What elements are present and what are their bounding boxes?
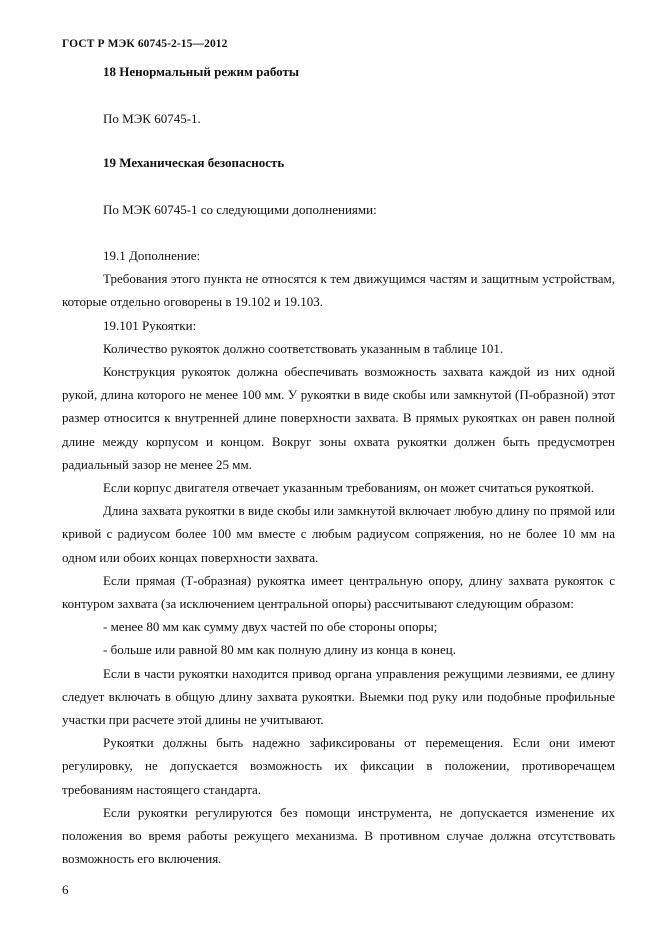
paragraph: Требования этого пункта не относятся к тем движущимся частям и защитным устройствам, которые отдельно оговорены в 19.102 и 19.103.	[62, 271, 615, 310]
paragraph: - менее 80 мм как сумму двух частей по обе стороны опоры;	[103, 619, 438, 635]
paragraph: Конструкция рукояток должна обеспечивать возможность захвата каждой из них одной рукой, длина которого не менее 100 мм. У рукоятки в виде скобы или замкнутой (П-образной) этот размер относится к внутренней длине поверхности захвата. В прямых рукоятках он равен полной длине между корпусом и концом. Вокруг зоны охвата рукоятки должен быть предусмотрен радиальный зазор не менее 25 мм.	[62, 364, 615, 472]
section-18-text: По МЭК 60745-1.	[103, 111, 201, 126]
paragraph: Количество рукояток должно соответствовать указанным в таблице 101.	[103, 340, 504, 356]
paragraph: - больше или равной 80 мм как полную длину из конца в конец.	[103, 642, 456, 658]
paragraph: Длина захвата рукоятки в виде скобы или замкнутой включает любую длину по прямой или кривой с радиусом более 100 мм вместе с любым радиусом сопряжения, но не более 10 мм на одном или обоих концах поверхности захвата.	[62, 503, 615, 565]
body-text	[62, 244, 615, 870]
section-19-title: 19 Механическая безопасность	[103, 155, 285, 170]
paragraph: Рукоятки должны быть надежно зафиксированы от перемещения. Если они имеют регулировку, не допускается возможность их фиксации в положении, противоречащем требованиям настоящего стандарта.	[62, 735, 615, 797]
paragraph: 19.101 Рукоятки:	[103, 317, 197, 333]
paragraph: Если прямая (Т-образная) рукоятка имеет центральную опору, длину захвата рукояток с контуром захвата (за исключением центральной опоры) рассчитывают следующим образом:	[62, 572, 615, 612]
paragraph: Если корпус двигателя отвечает указанным требованиям, он может считаться рукояткой.	[103, 480, 594, 496]
paragraph: 19.1 Дополнение:	[103, 248, 201, 263]
document-header: ГОСТ Р МЭК 60745-2-15—2012	[62, 38, 228, 50]
paragraph: Если рукоятки регулируются без помощи инструмента, не допускается изменение их положения во время работы режущего механизма. В противном случае должна отсутствовать возможность его включения.	[62, 804, 615, 867]
page-number: 6	[62, 882, 69, 897]
section-19-text: По МЭК 60745-1 со следующими дополнениями:	[103, 202, 377, 217]
section-18-title: 18 Ненормальный режим работы	[103, 64, 300, 79]
paragraph: Если в части рукоятки находится привод органа управления режущими лезвиями, ее длину следует включать в общую длину захвата рукоятки. Выемки под руку или подобные профильные участки при расчете этой длины не учитывают.	[62, 665, 615, 728]
